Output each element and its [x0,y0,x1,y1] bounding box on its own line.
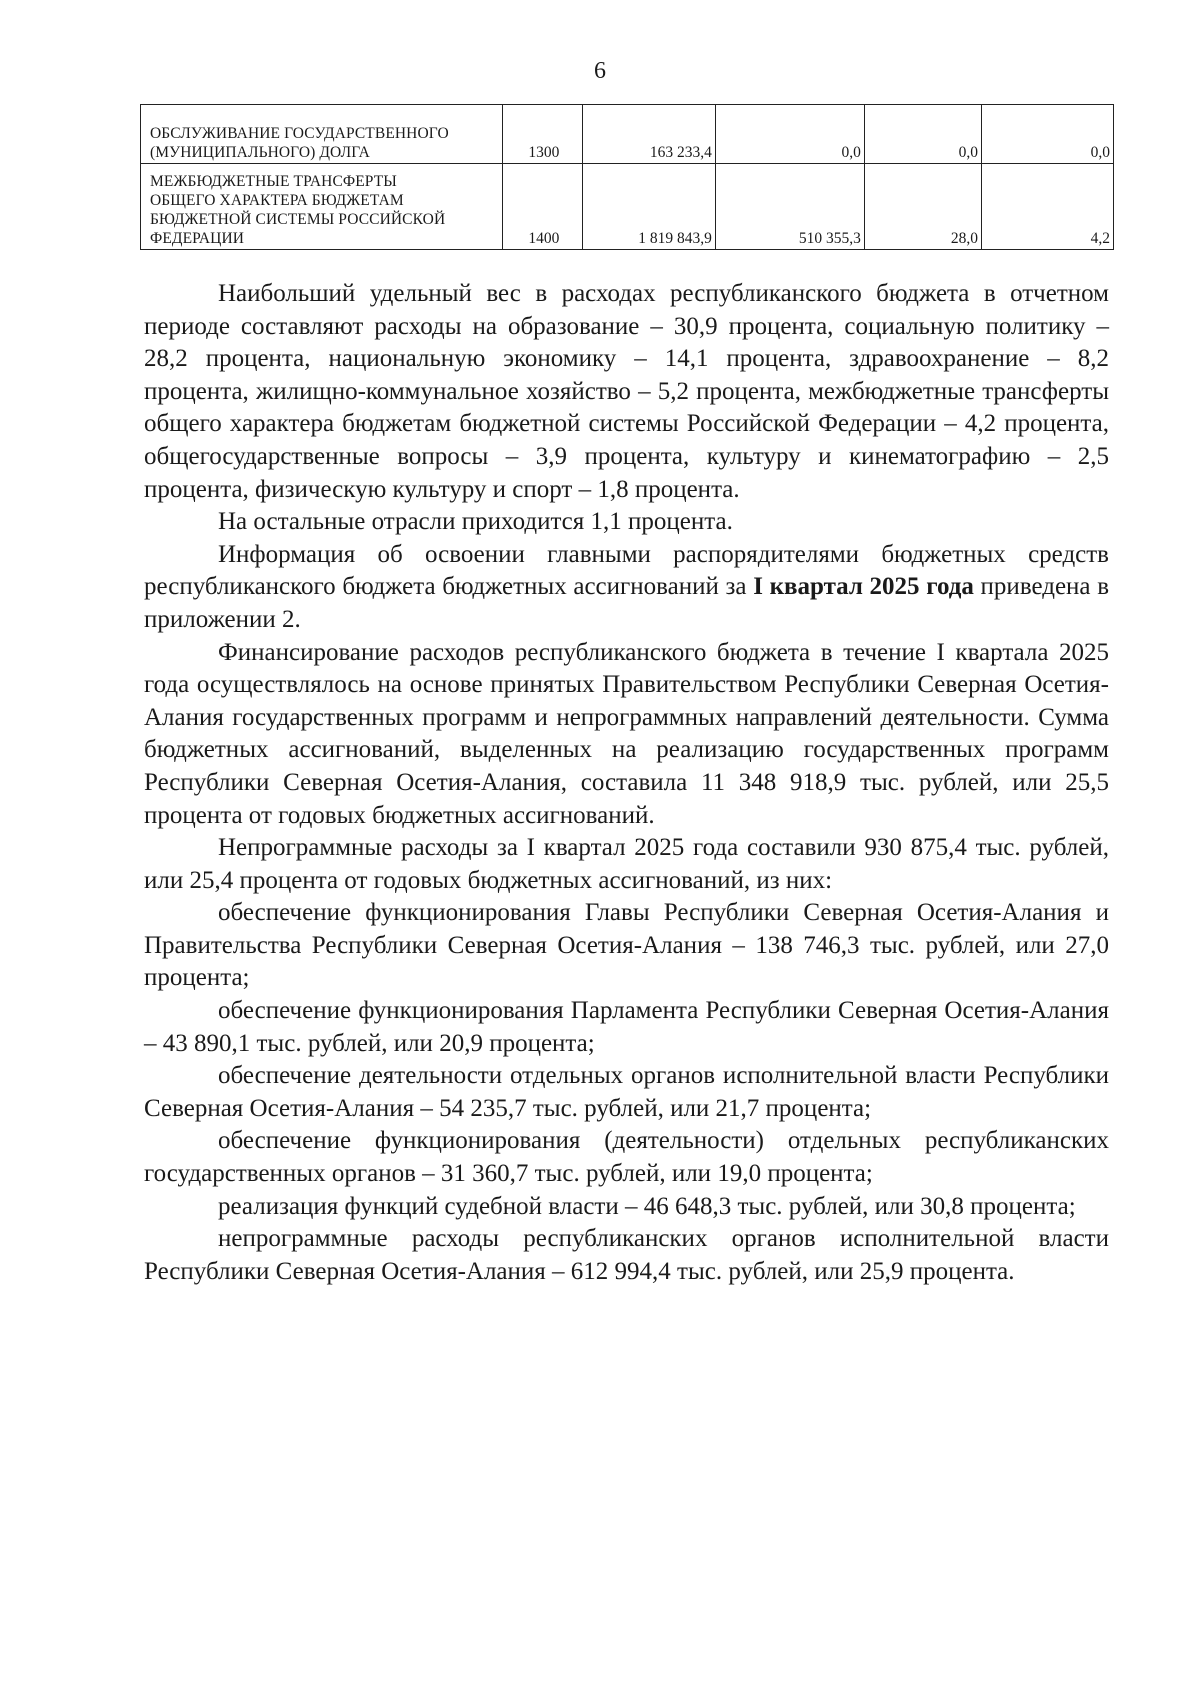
table-cell-value: 0,0 [981,105,1113,164]
paragraph [144,539,1109,637]
document-body [144,278,1109,1288]
paragraph-text: Информация об освоении главными распорядителями бюджетных средств республиканского бюджета бюджетных ассигнований за [144,540,1109,601]
table-cell-value: 510 355,3 [715,164,864,250]
bold-period: I квартал 2025 года [753,573,974,601]
table-cell-name: МЕЖБЮДЖЕТНЫЕ ТРАНСФЕРТЫ ОБЩЕГО ХАРАКТЕРА БЮДЖЕТАМ БЮДЖЕТНОЙ СИСТЕМЫ РОССИЙСКОЙ ФЕДЕРАЦИИ [141,164,503,250]
table-cell-value: 163 233,4 [582,105,715,164]
paragraph: обеспечение функционирования Главы Республики Северная Осетия-Алания и Правительства Республики Северная Осетия-Алания – 138 746,3 тыс. рублей, или 27,0 процента; [144,899,1109,992]
paragraph: обеспечение функционирования Парламента Республики Северная Осетия-Алания – 43 890,1 тыс. рублей, или 20,9 процента; [144,997,1109,1057]
table-cell-value: 0,0 [715,105,864,164]
table-row [141,164,1114,250]
paragraph: обеспечение деятельности отдельных органов исполнительной власти Республики Северная Осетия-Алания – 54 235,7 тыс. рублей, или 21,7 процента; [144,1062,1109,1122]
table-cell-value: 1 819 843,9 [582,164,715,250]
table-cell-value: 28,0 [864,164,981,250]
paragraph: обеспечение функционирования (деятельности) отдельных республиканских государственных органов – 31 360,7 тыс. рублей, или 19,0 процента; [144,1127,1109,1188]
table-cell-value: 0,0 [864,105,981,164]
paragraph: непрограммные расходы республиканских органов исполнительной власти Республики Северная Осетия-Алания – 612 994,4 тыс. рублей, или 25,9 процента. [144,1225,1109,1285]
budget-table [140,104,1114,250]
paragraph: Непрограммные расходы за I квартал 2025 года составили 930 875,4 тыс. рублей, или 25,4 процента от годовых бюджетных ассигнований, из них: [144,834,1109,894]
paragraph: реализация функций судебной власти – 46 648,3 тыс. рублей, или 30,8 процента; [218,1192,1076,1220]
table-row [141,105,1114,164]
paragraph: Финансирование расходов республиканского бюджета в течение I квартала 2025 года осуществлялось на основе принятых Правительством Республики Северная Осетия-Алания государственных программ и непрограммных направлений деятельности. Сумма бюджетных ассигнований, выделенных на реализацию государственных программ Республики Северная Осетия-Алания, составила 11 348 918,9 тыс. рублей, или 25,5 процента от годовых бюджетных ассигнований. [144,638,1109,829]
page-number: 6 [594,58,606,84]
table-cell-code: 1400 [502,164,582,250]
paragraph: Наибольший удельный вес в расходах республиканского бюджета в отчетном периоде составляют расходы на образование – 30,9 процента, социальную политику – 28,2 процента, национальную экономику – 14,1 процента, здравоохранение – 8,2 процента, жилищно-коммунальное хозяйство – 5,2 процента, межбюджетные трансферты общего характера бюджетам бюджетной системы Российской Федерации – 4,2 процента, общегосударственные вопросы – 3,9 процента, культуру и кинематографию – 2,5 процента, физическую культуру и спорт – 1,8 процента. [144,280,1109,503]
table-cell-code: 1300 [502,105,582,164]
paragraph-text: приведена в приложении 2. [144,573,1110,633]
paragraph: На остальные отрасли приходится 1,1 процента. [218,508,733,536]
table-cell-value: 4,2 [981,164,1113,250]
table-cell-name: ОБСЛУЖИВАНИЕ ГОСУДАРСТВЕННОГО (МУНИЦИПАЛЬНОГО) ДОЛГА [141,105,503,164]
